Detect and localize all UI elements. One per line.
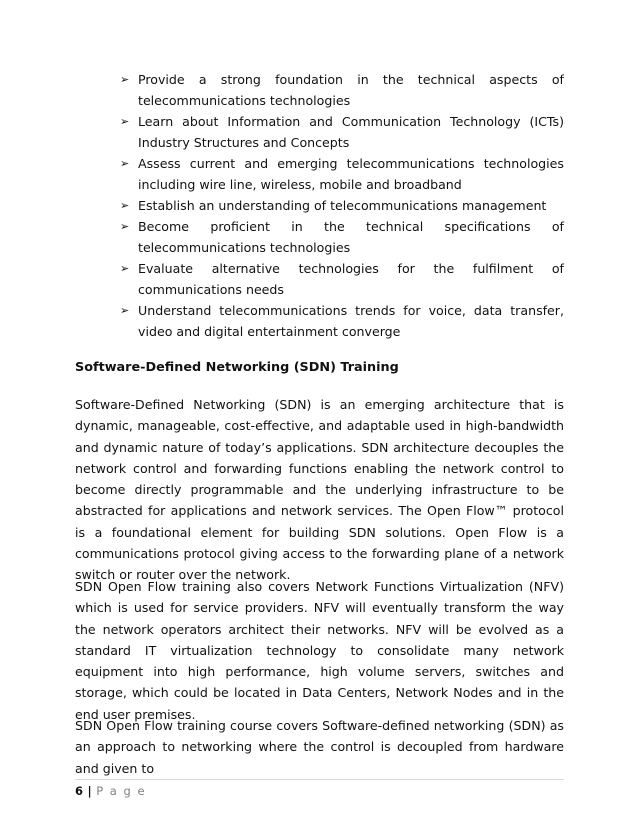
section-heading: Software-Defined Networking (SDN) Training <box>75 360 399 375</box>
paragraph-course: SDN Open Flow training course covers Software-defined networking (SDN) as an approach to networking where the control is decoupled from hardware and given to <box>75 718 564 776</box>
paragraph-sdn-intro: Software-Defined Networking (SDN) is an emerging architecture that is dynamic, manageable, cost-effective, and adaptable used in high-bandwidth and dynamic nature of today’s applications. SDN architecture decouples the network control and forwarding functions enabling the network control to become directly programmable and the underlying infrastructure to be abstracted for applications and network services. The Open Flow™ protocol is a foundational element for building SDN solutions. Open Flow is a communications protocol giving access to the forwarding plane of a network switch or router over the network. <box>75 397 564 583</box>
page-label: P a g e <box>96 784 147 798</box>
list-item: ➢ Evaluate alternative technologies for the fulfilment of communications needs <box>120 258 564 300</box>
paragraph-nfv: SDN Open Flow training also covers Network Functions Virtualization (NFV) which is used for service providers. NFV will eventually transform the way the network operators architect their networks. NFV will be evolved as a standard IT virtualization technology to consolidate many network equipment into high performance, high volume servers, switches and storage, which could be located in Data Centers, Network Nodes and in the end user premises. <box>75 579 564 722</box>
list-item: ➢ Become proficient in the technical specifications of telecommunications technologies <box>120 216 564 258</box>
list-item: ➢ Assess current and emerging telecommunications technologies including wire line, wireless, mobile and broadband <box>120 153 564 195</box>
objectives-list <box>120 69 564 342</box>
list-item: ➢ Learn about Information and Communication Technology (ICTs) Industry Structures and Concepts <box>120 111 564 153</box>
list-item: ➢ Provide a strong foundation in the technical aspects of telecommunications technologies <box>120 69 564 111</box>
footer-separator: | <box>87 784 94 798</box>
page-footer <box>75 784 146 798</box>
list-item: ➢ Establish an understanding of telecommunications management <box>120 195 564 216</box>
page-number: 6 <box>75 784 85 798</box>
footer-divider <box>75 779 564 780</box>
list-item: ➢ Understand telecommunications trends for voice, data transfer, video and digital entertainment converge <box>120 300 564 342</box>
